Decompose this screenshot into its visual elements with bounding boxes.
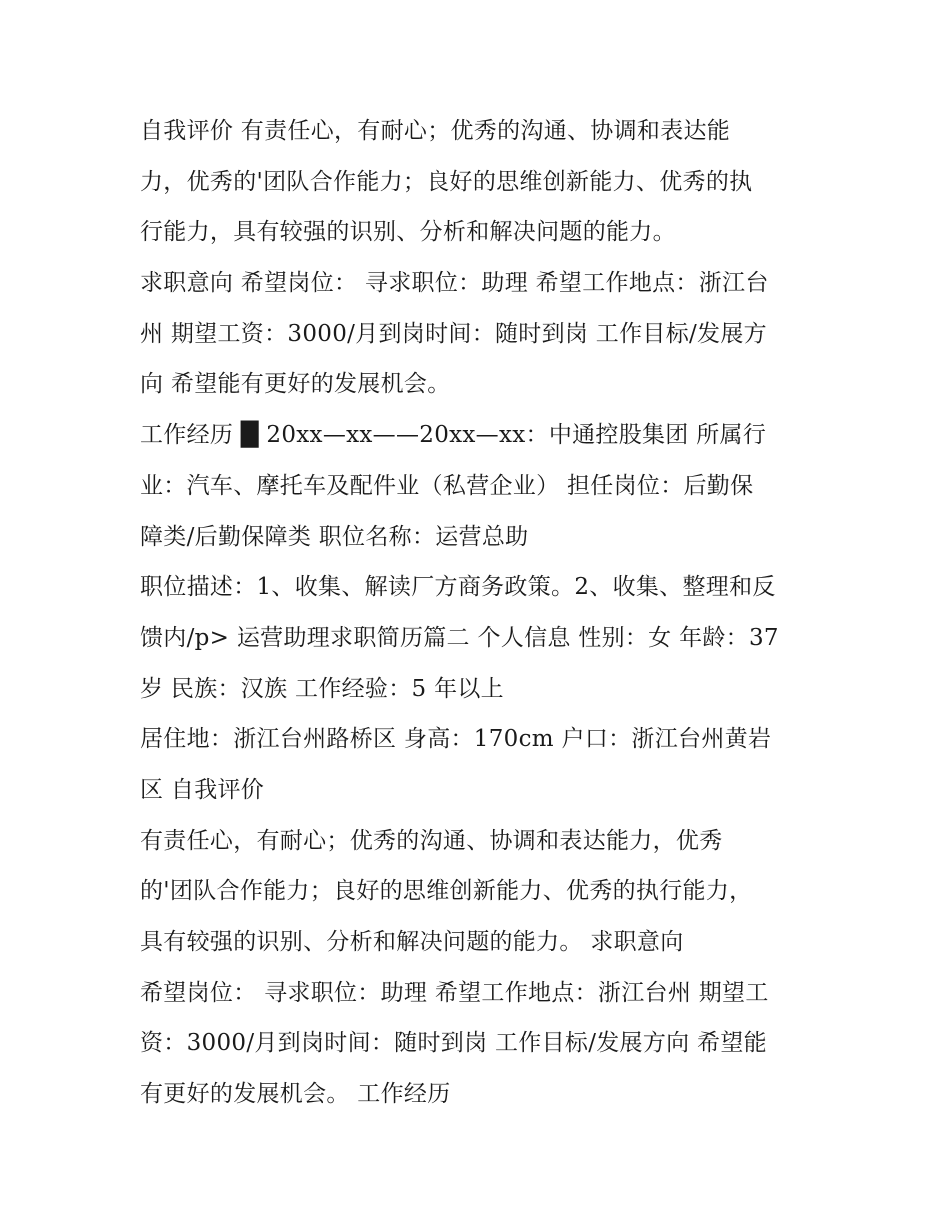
text-line: 馈内/p> 运营助理求职简历篇二 个人信息 性别：女 年龄：37	[140, 624, 779, 651]
text-line: 居住地：浙江台州路桥区 身高：170cm 户口：浙江台州黄岩	[140, 726, 772, 753]
text-line: 有责任心，有耐心；优秀的沟通、协调和表达能力，优秀	[140, 827, 723, 854]
text-line: 州 期望工资：3000/月到岗时间：随时到岗 工作目标/发展方	[140, 320, 767, 347]
text-line: 具有较强的识别、分析和解决问题的能力。 求职意向	[140, 929, 684, 955]
text-line: 的'团队合作能力；良好的思维创新能力、优秀的执行能力，	[140, 878, 753, 905]
text-line: 资：3000/月到岗时间：随时到岗 工作目标/发展方向 希望能	[140, 1030, 767, 1057]
text-line: 业：汽车、摩托车及配件业（私营企业） 担任岗位：后勤保	[140, 472, 754, 499]
text-line: 有更好的发展机会。 工作经历	[140, 1081, 451, 1108]
text-line: 行能力，具有较强的识别、分析和解决问题的能力。	[140, 219, 676, 246]
text-line: 岁 民族：汉族 工作经验：5 年以上	[140, 675, 504, 702]
text-line: 力，优秀的'团队合作能力；良好的思维创新能力、优秀的执	[140, 168, 753, 195]
text-line: 职位描述：1、收集、解读厂方商务政策。2、收集、整理和反	[140, 574, 776, 601]
text-line: 区 自我评价	[140, 776, 265, 803]
text-line: 工作经历 █ 20xx—xx——20xx—xx：中通控股集团 所属行	[140, 422, 767, 449]
text-line: 向 希望能有更好的发展机会。	[140, 371, 451, 398]
text-line: 自我评价 有责任心，有耐心；优秀的沟通、协调和表达能	[140, 118, 731, 144]
text-line: 障类/后勤保障类 职位名称：运营总助	[140, 523, 529, 550]
document-body	[140, 106, 820, 1120]
text-line: 求职意向 希望岗位： 寻求职位：助理 希望工作地点：浙江台	[140, 270, 769, 297]
text-line: 希望岗位： 寻求职位：助理 希望工作地点：浙江台州 期望工	[140, 979, 769, 1006]
